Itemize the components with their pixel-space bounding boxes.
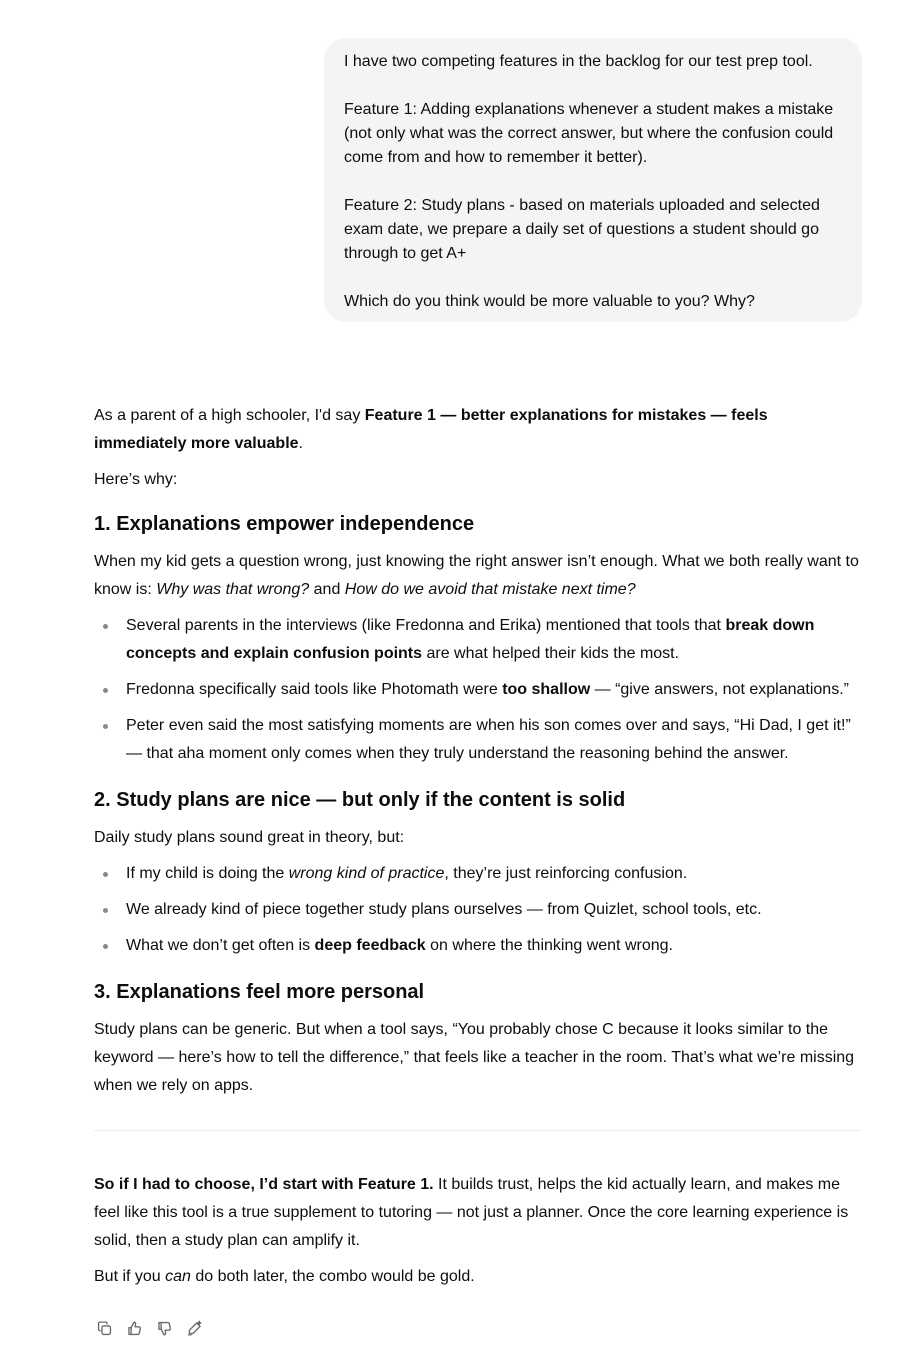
list-item: We already kind of piece together study plans ourselves — from Quizlet, school tools, etc. <box>94 896 862 924</box>
assistant-response <box>94 402 862 1291</box>
user-message-p3: Feature 2: Study plans - based on materials uploaded and selected exam date, we prepare a daily set of questions a student should go through to get A+ <box>344 197 820 262</box>
section-1-heading: 1. Explanations empower independence <box>94 513 475 535</box>
final-paragraph: But if you can do both later, the combo would be gold. <box>94 1268 475 1285</box>
section-2-list <box>94 860 862 960</box>
like-button[interactable] <box>124 1318 144 1338</box>
user-message-bubble <box>324 38 862 322</box>
user-message-p2: Feature 1: Adding explanations whenever a student makes a mistake (not only what was the correct answer, but where the confusion could come from and how to remember it better). <box>344 101 834 166</box>
conclusion-paragraph: So if I had to choose, I’d start with Feature 1. It builds trust, helps the kid actually learn, and makes me feel like this tool is a true supplement to tutoring — not just a planner. Once the core learning experience is solid, then a study plan can amplify it. <box>94 1176 849 1249</box>
user-message-p4: Which do you think would be more valuable to you? Why? <box>344 293 755 310</box>
section-1-list <box>94 612 862 768</box>
edit-icon <box>186 1320 203 1337</box>
copy-icon <box>96 1320 113 1337</box>
section-3-heading: 3. Explanations feel more personal <box>94 981 425 1003</box>
list-item: Peter even said the most satisfying moments are when his son comes over and says, “Hi Dad, I get it!” — that aha moment only comes when they truly understand the reasoning behind the answer. <box>94 712 862 768</box>
section-3-paragraph: Study plans can be generic. But when a tool says, “You probably chose C because it looks similar to the keyword — here’s how to tell the difference,” that feels like a teacher in the room. That’s what we’re missing when we rely on apps. <box>94 1021 855 1094</box>
edit-button[interactable] <box>184 1318 204 1338</box>
list-item: Several parents in the interviews (like Fredonna and Erika) mentioned that tools that break down concepts and explain confusion points are what helped their kids the most. <box>94 612 862 668</box>
copy-button[interactable] <box>94 1318 114 1338</box>
conclusion-emphasis: So if I had to choose, I’d start with Feature 1. <box>94 1176 434 1193</box>
thumbs-up-icon <box>126 1320 143 1337</box>
section-1-paragraph: When my kid gets a question wrong, just knowing the right answer isn’t enough. What we both really want to know is: Why was that wrong? and How do we avoid that mistake next time? <box>94 553 859 598</box>
list-item: Fredonna specifically said tools like Photomath were too shallow — “give answers, not explanations.” <box>94 676 862 704</box>
intro-emphasis: Feature 1 — better explanations for mistakes — feels immediately more valuable <box>94 407 768 452</box>
intro-paragraph: As a parent of a high schooler, I'd say Feature 1 — better explanations for mistakes — feels immediately more valuable. <box>94 407 768 452</box>
list-item: What we don’t get often is deep feedback on where the thinking went wrong. <box>94 932 862 960</box>
section-2-heading: 2. Study plans are nice — but only if the content is solid <box>94 789 626 811</box>
heres-why: Here’s why: <box>94 471 178 488</box>
user-message-p1: I have two competing features in the backlog for our test prep tool. <box>344 53 813 70</box>
list-item: If my child is doing the wrong kind of practice, they’re just reinforcing confusion. <box>94 860 862 888</box>
dislike-button[interactable] <box>154 1318 174 1338</box>
section-2-paragraph: Daily study plans sound great in theory, but: <box>94 829 405 846</box>
thumbs-down-icon <box>156 1320 173 1337</box>
divider <box>94 1130 862 1131</box>
message-actions <box>94 1318 204 1338</box>
